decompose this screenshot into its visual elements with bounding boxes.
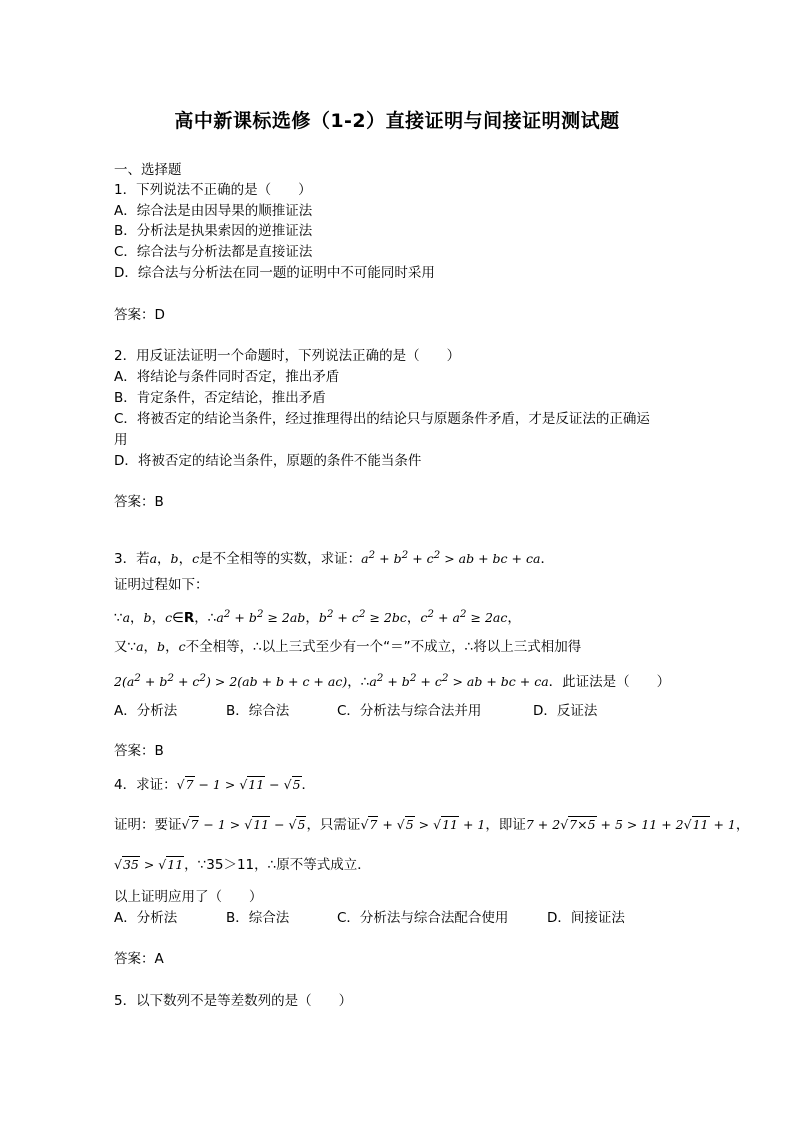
q1-stem: 1．下列说法不正确的是（ ） [114,182,312,198]
q3-inequality: $a^2 + b^2 + c^2$ > ab + bc + ca [361,549,541,567]
q1-option-a: A．综合法是由因导果的顺推证法 [114,203,313,219]
q2-option-d: D．将被否定的结论当条件，原题的条件不能当条件 [114,453,422,469]
q4-option-a: A．分析法 [114,910,178,926]
q4-option-c: C．分析法与综合法配合使用 [337,910,509,926]
q4-proof-line2: √35 > √11，∵35＞11，∴原不等式成立． [114,857,371,873]
q4-option-d: D．间接证法 [547,910,625,926]
q5-stem: 5．以下数列不是等差数列的是（ ） [114,993,353,1009]
q3-proof-head: 证明过程如下： [114,577,209,593]
q4-answer: 答案：A [114,951,164,967]
q2-stem: 2．用反证法证明一个命题时，下列说法正确的是（ ） [114,348,461,364]
q4-stem-text: 4．求证： [114,777,177,793]
q2-answer: 答案：B [114,494,164,510]
q4-proof-mid: ，只需证 [306,817,361,833]
q3-proof-line3-tail: ．此证法是（ ） [548,674,671,691]
q1-option-c: C．综合法与分析法都是直接证法 [114,244,313,260]
q2-option-b: B．肯定条件，否定结论，推出矛盾 [114,390,326,406]
q3-answer: 答案：B [114,743,164,759]
q3-variables: a [149,551,158,567]
q1-option-d: D．综合法与分析法在同一题的证明中不可能同时采用 [114,265,435,281]
section-heading: 一、选择题 [114,162,182,178]
q1-option-b: B．分析法是执果索因的逆推证法 [114,223,313,239]
q3-proof-line3: $2(a^2 + b^2 + c^2) > 2(ab + b + c + ac)$，$\therefore a^2 + b^2 + c^2$ > ab + bc + ca．此证法是（ ） [114,672,671,691]
q4-proof-mid2: ，即证 [485,817,526,833]
q3-stem-prefix: 3．若 [114,551,150,568]
q3-proof-line2: 又∵a，b，c不全相等，∴以上三式至少有一个“＝”不成立，∴将以上三式相加得 [114,639,582,655]
q4-stem: 4．求证：√7 − 1 > √11 − √5． [114,777,316,793]
q4-proof-line2-tail: ，∵35＞11，∴原不等式成立． [184,857,371,873]
q3-proof-line2-text: 不全相等，∴以上三式至少有一个“＝”不成立，∴将以上三式相加得 [185,639,582,655]
q3-proof-line1: ∵a，b，c∈R，$\therefore a^2 + b^2 \ge 2ab$，$b^2 + c^2 \ge 2bc$，$c^2 + a^2 \ge 2ac$， [114,608,521,627]
q4-proof-prefix: 证明：要证 [114,817,182,833]
q2-option-c-line1: C．将被否定的结论当条件，经过推理得出的结论只与原题条件矛盾，才是反证法的正确运 [114,411,650,427]
q3-option-c: C．分析法与综合法并用 [337,703,482,719]
q4-proof-line1: 证明：要证√7 − 1 > √11 − √5，只需证√7 + √5 > √11 + 1，即证7 + 2√7×5 + 5 > 11 + 2√11 + 1， [114,817,750,833]
q2-option-a: A．将结论与条件同时否定，推出矛盾 [114,369,340,385]
q4-ask: 以上证明应用了（ ） [114,889,263,905]
page-title: 高中新课标选修（1-2）直接证明与间接证明测试题 [174,110,620,132]
q1-answer: 答案：D [114,307,165,323]
q3-option-a: A．分析法 [114,703,178,719]
q3-option-d: D．反证法 [533,703,598,719]
q4-inequality: √7 − 1 > √11 − √5 [176,777,301,792]
q3-option-b: B．综合法 [226,703,290,719]
q4-option-b: B．综合法 [226,910,290,926]
q3-stem: 3．若a，b，c是不全相等的实数，求证：$a^2 + b^2 + c^2$ > ab + bc + ca． [114,549,554,568]
q2-option-c-line2: 用 [114,432,128,448]
q3-stem-text: 是不全相等的实数，求证： [199,551,362,568]
